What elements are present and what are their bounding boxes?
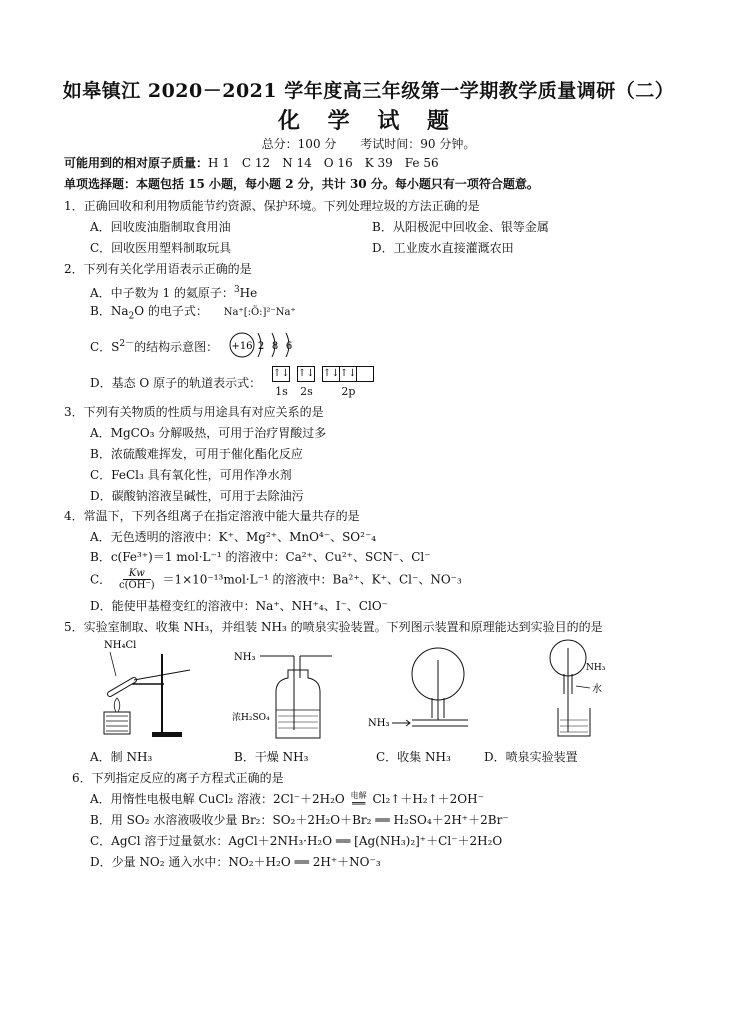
apparatus-c-gas-label: NH₃ (368, 718, 390, 729)
exam-subject: 化 学 试 题 (278, 108, 459, 134)
exam-title: 如皋镇江 2020－2021 学年度高三年级第一学期教学质量调研（二） (62, 80, 675, 102)
orbital-box (356, 366, 374, 382)
q2-b-electron-formula: Na⁺[:Ö:]²⁻Na⁺ (223, 307, 296, 318)
q1-option-c: C．回收医用塑料制取玩具 (90, 241, 232, 255)
q4-option-d: D．能使甲基橙变红的溶液中：Na⁺、NH⁺₄、I⁻、ClO⁻ (90, 599, 388, 613)
q2-a-mass: 3 (233, 285, 240, 295)
electrolysis-condition: 电解 (350, 790, 367, 800)
orbital-box: ↑↓ (322, 366, 340, 382)
apparatus-c-collecting-flask (368, 640, 478, 744)
q3-option-b: B．浓硫酸难挥发，可用于催化酯化反应 (90, 447, 303, 461)
q4-option-a: A．无色透明的溶液中：K⁺、Mg²⁺、MnO⁴⁻、SO²⁻₄ (90, 530, 377, 544)
apparatus-a-label: NH₄Cl (104, 640, 137, 651)
total-score: 总分：100 分 (261, 137, 337, 151)
q3-stem: 3．下列有关物质的性质与用途具有对应关系的是 (64, 405, 324, 419)
orbital-label: 1s (275, 385, 288, 398)
orbital-2s (298, 366, 315, 400)
orbital-label: 2s (300, 385, 313, 398)
q6-option-b: B．用 SO₂ 水溶液吸收少量 Br₂：SO₂＋2H₂O＋Br₂ ══ H₂SO₄＋2H⁺＋2Br⁻ (90, 813, 509, 827)
apparatus-d-fountain (540, 636, 630, 744)
q2-stem: 2．下列有关化学用语表示正确的是 (64, 262, 252, 276)
sulfide-ion-structure-diagram (228, 330, 308, 360)
nucleus-charge: +16 (231, 341, 253, 352)
apparatus-d-water-label: 水 (592, 684, 602, 695)
q2-option-a (90, 282, 257, 301)
q4-option-b: B．c(Fe³⁺)＝1 mol·L⁻¹ 的溶液中：Ca²⁺、Cu²⁺、SCN⁻、Cl⁻ (90, 550, 431, 564)
shell-2-count: 8 (271, 341, 279, 352)
exam-meta (0, 135, 737, 152)
q4-c-pre: C． (90, 572, 112, 587)
q1-option-a: A．回收废油脂制取食用油 (90, 220, 231, 234)
q3-option-a: A．MgCO₃ 分解吸热，可用于治疗胃酸过多 (90, 426, 327, 440)
apparatus-d-gas-label: NH₃ (586, 663, 606, 673)
q2-a-text: A．中子数为 1 的氦原子： (90, 286, 234, 300)
q6-stem: 6．下列指定反应的离子方程式正确的是 (72, 771, 284, 785)
q2-option-b (90, 303, 296, 324)
q2-option-d (90, 366, 374, 400)
q2-option-c (90, 330, 308, 360)
q1-option-b: B．从阳极泥中回收金、银等金属 (372, 220, 549, 234)
orbital-box: ↑↓ (339, 366, 357, 382)
q3-option-c: C．FeCl₃ 具有氧化性，可用作净水剂 (90, 468, 292, 482)
orbital-box: ↑↓ (272, 366, 290, 382)
atomic-masses-label: 可能用到的相对原子质量： (64, 156, 209, 170)
q4-c-denominator: c(OH⁻) (119, 580, 155, 591)
electrolysis-arrow: 电解 ══ (350, 790, 367, 810)
orbital-2p (323, 366, 374, 400)
q5-stem: 5．实验室制取、收集 NH₃，并组装 NH₃ 的喷泉实验装置。下列图示装置和原理能达到实验目的的是 (64, 620, 603, 634)
shell-1-count: 2 (257, 341, 265, 352)
apparatus-a-heating-nh4cl (92, 636, 202, 744)
q6-option-a (90, 791, 484, 808)
orbital-label: 2p (341, 385, 356, 398)
q2-d-text: D．基态 O 原子的轨道表示式： (90, 376, 262, 390)
atomic-masses (64, 155, 439, 171)
shell-3-count: 6 (285, 341, 293, 352)
q6-option-c: C．AgCl 溶于过量氨水：AgCl＋2NH₃·H₂O ══ [Ag(NH₃)₂]⁺＋Cl⁻＋2H₂O (90, 834, 503, 848)
q5-caption-b: B．干燥 NH₃ (234, 750, 309, 764)
q2-c-text: C．$S^{2-}$的结构示意图： (90, 338, 219, 354)
orbital-diagram (273, 366, 374, 400)
q5-caption-c: C．收集 NH₃ (376, 750, 451, 764)
q1-option-d: D．工业废水直接灌溉农田 (372, 241, 514, 255)
q2-b-pre: B．Na (90, 304, 129, 318)
q5-caption-d: D．喷泉实验装置 (484, 750, 578, 764)
exam-time: 考试时间：90 分钟。 (360, 137, 476, 151)
q2-a-symbol: He (239, 286, 258, 300)
q2-b-sub: 2 (128, 311, 135, 322)
q6-a-pre: A．用惰性电极电解 CuCl₂ 溶液：2Cl⁻＋2H₂O (90, 792, 345, 806)
orbital-1s (273, 366, 290, 400)
q6-a-post: Cl₂↑＋H₂↑＋2OH⁻ (372, 792, 484, 806)
atomic-masses-values: H 1 C 12 N 14 O 16 K 39 Fe 56 (208, 156, 439, 170)
q4-stem: 4．常温下，下列各组离子在指定溶液中能大量共存的是 (64, 509, 360, 523)
q5-caption-a: A．制 NH₃ (90, 750, 153, 764)
q4-c-numerator: Kw (123, 568, 151, 580)
apparatus-b-drying-bottle (232, 648, 342, 744)
q3-option-d: D．碳酸钠溶液呈碱性，可用于去除油污 (90, 489, 304, 503)
q4-c-post: ＝1×10⁻¹³mol·L⁻¹ 的溶液中：Ba²⁺、K⁺、Cl⁻、NO⁻₃ (162, 572, 462, 587)
orbital-box: ↑↓ (297, 366, 315, 382)
apparatus-b-acid-label: 浓H₂SO₄ (232, 713, 270, 723)
section1-title: 单项选择题：本题包括 15 小题，每小题 2 分，共计 30 分。每小题只有一项符合题意。 (64, 177, 539, 191)
q4-option-c (90, 568, 462, 591)
q4-c-fraction (119, 568, 155, 591)
q2-b-post: O 的电子式： (134, 304, 208, 318)
apparatus-b-gas-label: NH₃ (234, 652, 256, 663)
q1-stem: 1．正确回收和利用物质能节约资源、保护环境。下列处理垃圾的方法正确的是 (64, 199, 480, 213)
q6-option-d: D．少量 NO₂ 通入水中：NO₂＋H₂O ══ 2H⁺＋NO⁻₃ (90, 855, 381, 869)
